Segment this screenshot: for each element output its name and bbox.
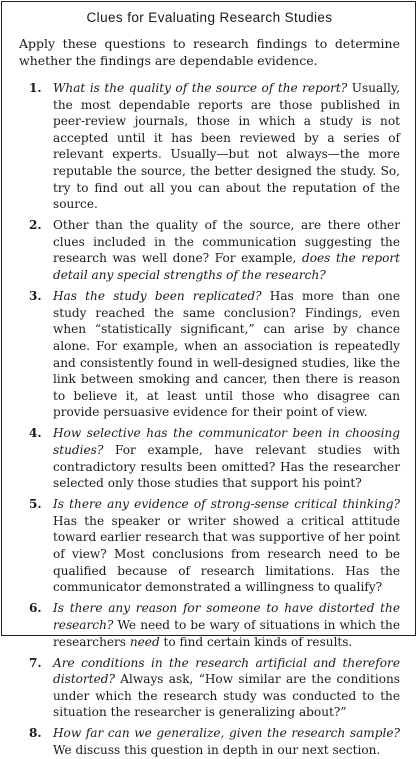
clue-question: How selective has the communicator been in choosing studies? <box>53 426 400 457</box>
clue-item-1 <box>19 80 400 213</box>
clue-item-3 <box>19 288 400 421</box>
clue-number: 7. <box>29 655 42 670</box>
clue-emphasis: does the report detail any special strengths of the research? <box>53 251 400 283</box>
clue-number: 2. <box>29 218 42 233</box>
box-title: Clues for Evaluating Research Studies <box>86 10 333 25</box>
clue-item-2 <box>19 217 400 283</box>
clue-number: 8. <box>29 726 42 741</box>
clue-text: Has the speaker or writer showed a critical attitude toward earlier research that was supportive of her point of view? Most conclusions from research need to be qualified because of research limitations. Has the communicator demonstrated a willingness to qualify? <box>53 513 400 595</box>
clue-text: Other than the quality of the source, are there other clues included in the communication suggesting the research was well done? For example, <box>53 218 400 266</box>
clue-emphasis: need <box>129 634 160 649</box>
clue-number: 6. <box>29 601 42 616</box>
clue-number: 4. <box>29 426 42 441</box>
clue-question: What is the quality of the source of the report? <box>53 81 348 95</box>
clue-question: Has the study been replicated? <box>53 289 262 304</box>
clue-text: Has more than one study reached the same conclusion? Findings, even when “statistically significant,” can arise by chance alone. For example, when an association is repeatedly and consistently found in well-designed studies, like the link between smoking and cancer, then there is reason to believe it, at least until those who disagree can provide persuasive evidence for their point of view. <box>53 289 400 420</box>
clue-text: Always ask, “How similar are the conditions under which the research study was conducted to the situation the researcher is generalizing about?” <box>53 672 400 720</box>
clue-question: Is there any reason for someone to have distorted the research? <box>53 601 400 632</box>
clue-text: to find certain kinds of results. <box>159 634 353 649</box>
clue-question: Are conditions in the research artificial and therefore distorted? <box>53 655 400 687</box>
clue-text: We discuss this question in depth in our next section. <box>53 743 381 758</box>
clue-text: We need to be wary of situations in which the researchers <box>53 617 400 649</box>
clues-list <box>19 80 400 759</box>
clue-item-6 <box>19 600 400 650</box>
clue-number: 1. <box>29 81 42 95</box>
clue-question: How far can we generalize, given the research sample? <box>53 726 400 741</box>
clue-item-5 <box>19 496 400 596</box>
clues-box <box>1 1 416 758</box>
clue-text: For example, have relevant studies with contradictory results been omitted? Has the researcher selected only those studies that support his point? <box>53 442 400 491</box>
clue-number: 5. <box>29 497 42 512</box>
clue-number: 3. <box>29 289 42 304</box>
clue-item-4 <box>19 425 400 491</box>
clue-item-7 <box>19 655 400 721</box>
clue-question: Is there any evidence of strong-sense critical thinking? <box>53 497 400 512</box>
clue-item-8 <box>19 725 400 758</box>
clue-text: Usually, the most dependable reports are those published in peer-review journals, those in which a study is not accepted until it has been reviewed by a series of relevant experts. Usually—but not always—the more reputable the source, the better designed the study. So, try to find out all you can about the reputation of the source. <box>53 81 400 212</box>
intro-paragraph: Apply these questions to research findings to determine whether the findings are dependable evidence. <box>19 36 400 68</box>
